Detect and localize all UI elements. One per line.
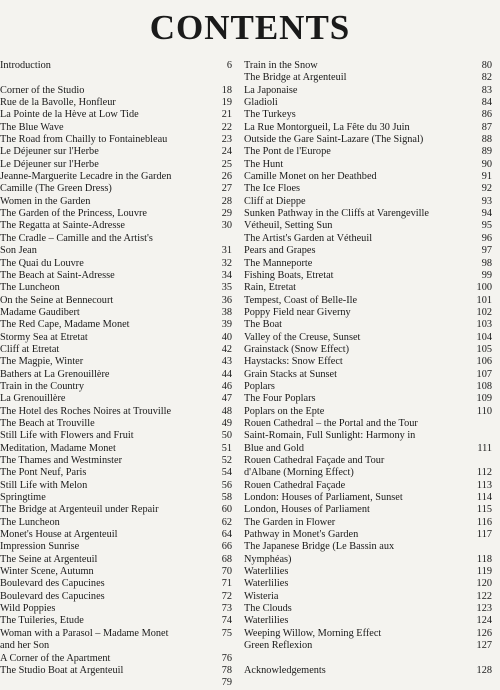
page-number: 113 (476, 479, 492, 491)
page-number: 90 (481, 158, 492, 170)
entry-title: Boulevard des Capucines (0, 590, 105, 602)
entry-title: Waterlilies (244, 578, 289, 590)
toc-entry (244, 504, 500, 516)
entry-title: Saint-Romain, Full Sunlight: Harmony in (244, 430, 416, 442)
page-number: 31 (221, 245, 232, 257)
page-number: 24 (221, 146, 232, 158)
toc-entry (244, 369, 500, 381)
page-number: 109 (476, 393, 492, 405)
toc-entry (244, 356, 500, 368)
page-number: 34 (221, 269, 232, 281)
entry-title: Vétheuil, Setting Sun (244, 220, 333, 232)
page-number: 42 (221, 343, 232, 355)
entry-title: The Boat (244, 319, 283, 331)
entry-title: The Hunt (244, 158, 284, 170)
page-number: 47 (221, 393, 232, 405)
toc-entry (0, 529, 232, 541)
toc-entry (244, 393, 500, 405)
toc-entry (244, 85, 500, 97)
page-number: 51 (221, 442, 232, 454)
toc-entry (0, 455, 232, 467)
page-number: 62 (221, 516, 232, 528)
page-number: 119 (476, 566, 492, 578)
toc-entry (244, 566, 500, 578)
entry-title: Waterlilies (244, 615, 289, 627)
page-number: 26 (221, 171, 232, 183)
entry-title: On the Seine at Bennecourt (0, 294, 114, 306)
toc-entry (0, 60, 232, 72)
toc-entry (0, 245, 232, 257)
page-number: 50 (221, 430, 232, 442)
page-number: 99 (481, 269, 492, 281)
entry-title: Camille Monet on her Deathbed (244, 171, 377, 183)
entry-title: The Beach at Trouville (0, 417, 95, 429)
entry-title: Valley of the Creuse, Sunset (244, 331, 361, 343)
page-number: 75 (221, 627, 232, 639)
page-number: 23 (221, 134, 232, 146)
toc-entry (244, 344, 500, 356)
page-number: 80 (481, 60, 492, 71)
page-number: 108 (476, 380, 492, 392)
toc-entry (244, 628, 500, 640)
entry-title: Rouen Cathedral – the Portal and the Tour (244, 417, 418, 429)
entry-title: Blue and Gold (244, 442, 305, 454)
page-number: 40 (221, 331, 232, 343)
entry-title: The Cradle – Camille and the Artist's (0, 232, 153, 244)
entry-title: Cliff at Etretat (0, 343, 60, 355)
entry-title: The Pont de l'Europe (244, 146, 331, 158)
page-number: 29 (221, 208, 232, 220)
entry-title: A Corner of the Apartment (0, 652, 111, 664)
entry-title: Pears and Grapes (244, 245, 316, 257)
toc-entry (0, 183, 232, 195)
page-number: 66 (221, 541, 232, 553)
page-number: 38 (221, 306, 232, 318)
page-number: 112 (476, 467, 492, 479)
entry-title: The Studio Boat at Argenteuil (0, 664, 124, 676)
page-title: CONTENTS (149, 8, 351, 47)
page-number: 123 (476, 603, 492, 615)
entry-title: The Four Poplars (244, 393, 316, 405)
toc-entry (244, 109, 500, 121)
entry-title: Grainstack (Snow Effect) (244, 343, 350, 355)
page-number: 114 (476, 492, 492, 504)
page-number: 89 (481, 146, 492, 158)
entry-title: The Garden of the Princess, Louvre (0, 208, 147, 220)
entry-title: The Luncheon (0, 516, 60, 528)
toc-entry (0, 369, 232, 381)
entry-title: Train in the Snow (244, 60, 318, 71)
page-number: 110 (476, 405, 492, 417)
toc-entry (244, 517, 500, 529)
toc-entry (0, 665, 232, 677)
entry-title: Women in the Garden (0, 195, 91, 207)
entry-title: Rouen Cathedral Façade (244, 479, 346, 491)
toc-entry (244, 233, 500, 245)
entry-title: London, Houses of Parliament (244, 504, 370, 516)
page-number: 104 (476, 331, 492, 343)
page-number: 107 (476, 368, 492, 380)
page-number: 105 (476, 343, 492, 355)
toc-entry (244, 319, 500, 331)
page-number: 116 (476, 516, 492, 528)
toc-entry (244, 258, 500, 270)
toc-entry (244, 430, 500, 442)
toc-entry (244, 97, 500, 109)
toc-entry (0, 208, 232, 220)
entry-title: The Quai du Louvre (0, 257, 84, 269)
toc-entry (0, 467, 232, 479)
entry-title: Weeping Willow, Morning Effect (244, 627, 382, 639)
page-number: 25 (221, 158, 232, 170)
toc-entry (0, 307, 232, 319)
entry-title: The Tuileries, Etude (0, 615, 84, 627)
entry-title: Madame Gaudibert (0, 306, 80, 318)
entry-title: The Bridge at Argenteuil under Repair (0, 504, 159, 516)
entry-title: Boulevard des Capucines (0, 578, 105, 590)
toc-entry (244, 443, 500, 455)
page-number: 84 (481, 97, 492, 109)
page-number: 100 (476, 282, 492, 294)
entry-title: Jeanne-Marguerite Lecadre in the Garden (0, 171, 172, 183)
page-number: 115 (476, 504, 492, 516)
toc-entry (0, 430, 232, 442)
entry-title: Cliff at Dieppe (244, 195, 306, 207)
toc-entry (0, 258, 232, 270)
entry-title: Train in the Country (0, 380, 84, 392)
toc-entry (0, 282, 232, 294)
entry-title: Corner of the Studio (0, 84, 85, 96)
page-number: 120 (476, 578, 492, 590)
page-number: 48 (221, 405, 232, 417)
toc-entry (0, 344, 232, 356)
entry-title: The Bridge at Argenteuil (244, 72, 347, 84)
entry-title: Impression Sunrise (0, 541, 80, 553)
entry-title: Acknowledgements (244, 664, 326, 676)
toc-entry (0, 443, 232, 455)
contents-column-left (0, 60, 232, 690)
page-number: 92 (481, 183, 492, 195)
entry-title: Wisteria (244, 590, 279, 602)
page-number: 78 (221, 664, 232, 676)
page-number: 102 (476, 306, 492, 318)
page-number: 76 (221, 652, 232, 664)
entry-title: Introduction (0, 60, 51, 71)
entry-title: The Thames and Westminster (0, 455, 123, 466)
toc-entry (0, 122, 232, 134)
toc-entry (0, 97, 232, 109)
entry-title: The Hotel des Roches Noires at Trouville (0, 405, 172, 417)
page-number: 79 (221, 677, 232, 689)
entry-title: Waterlilies (244, 566, 289, 578)
spacer (244, 653, 500, 665)
entry-title: London: Houses of Parliament, Sunset (244, 492, 403, 504)
entry-title (0, 677, 232, 689)
entry-title: The Turkeys (244, 109, 296, 121)
entry-title: Pathway in Monet's Garden (244, 529, 359, 541)
toc-entry (244, 603, 500, 615)
page-number: 70 (221, 566, 232, 578)
entry-title: The Regatta at Sainte-Adresse (0, 220, 125, 232)
page-number: 93 (481, 195, 492, 207)
toc-entry (0, 171, 232, 183)
toc-entry (244, 665, 500, 677)
toc-entry (0, 566, 232, 578)
entry-title: Bathers at La Grenouillère (0, 368, 110, 380)
toc-entry (244, 529, 500, 541)
entry-title: Outside the Gare Saint-Lazare (The Signal) (244, 134, 424, 146)
page-number: 27 (221, 183, 232, 195)
page-number: 94 (481, 208, 492, 220)
entry-title: The Magpie, Winter (0, 356, 84, 368)
page-number: 91 (481, 171, 492, 183)
toc-entry (0, 146, 232, 158)
page-number: 18 (221, 84, 232, 96)
page-number: 19 (221, 97, 232, 109)
page-number: 60 (221, 504, 232, 516)
toc-entry (244, 578, 500, 590)
entry-title: d'Albane (Morning Effect) (244, 467, 354, 479)
toc-entry (0, 381, 232, 393)
toc-entry (0, 578, 232, 590)
toc-entry (244, 480, 500, 492)
entry-title: Grain Stacks at Sunset (244, 368, 337, 380)
entry-title: La Pointe de la Hève at Low Tide (0, 109, 139, 121)
entry-title: Meditation, Madame Monet (0, 442, 116, 454)
page-number: 118 (476, 553, 492, 565)
entry-title: Monet's House at Argenteuil (0, 529, 118, 541)
toc-entry (0, 677, 232, 689)
page-number: 86 (481, 109, 492, 121)
toc-entry (0, 517, 232, 529)
page-number: 82 (481, 72, 492, 84)
entry-title: The Seine at Argenteuil (0, 553, 98, 565)
contents-column-right (244, 60, 500, 677)
page-number: 128 (476, 664, 492, 676)
toc-entry (0, 492, 232, 504)
entry-title: Tempest, Coast of Belle-Ile (244, 294, 358, 306)
toc-entry (244, 615, 500, 627)
toc-entry (244, 60, 500, 72)
entry-title: Rain, Etretat (244, 282, 297, 294)
page-number: 58 (221, 492, 232, 504)
page-number: 68 (221, 553, 232, 565)
entry-title: The Artist's Garden at Vétheuil (244, 232, 373, 244)
page-number: 83 (481, 84, 492, 96)
toc-entry (244, 492, 500, 504)
page-number: 56 (221, 479, 232, 491)
toc-entry (0, 332, 232, 344)
toc-entry (244, 159, 500, 171)
page-number: 49 (221, 417, 232, 429)
entry-title: Wild Poppies (0, 603, 56, 615)
toc-entry (244, 332, 500, 344)
entry-title: The Road from Chailly to Fontainebleau (0, 134, 168, 146)
toc-entry (0, 295, 232, 307)
toc-entry (244, 134, 500, 146)
toc-entry (0, 85, 232, 97)
page-number: 71 (221, 578, 232, 590)
toc-entry (0, 233, 232, 245)
entry-title: Poplars (244, 380, 275, 392)
toc-entry (244, 541, 500, 553)
toc-entry (244, 455, 500, 467)
toc-entry (244, 208, 500, 220)
entry-title: Poplars on the Epte (244, 405, 325, 417)
entry-title: La Grenouillère (0, 393, 66, 405)
toc-entry (244, 307, 500, 319)
toc-entry (0, 356, 232, 368)
entry-title: The Japanese Bridge (Le Bassin aux (244, 541, 395, 553)
toc-entry (244, 282, 500, 294)
entry-title: Le Déjeuner sur l'Herbe (0, 158, 99, 170)
page-number: 87 (481, 121, 492, 133)
entry-title: Le Déjeuner sur l'Herbe (0, 146, 99, 158)
toc-entry (0, 480, 232, 492)
entry-title: Poppy Field near Giverny (244, 306, 351, 318)
entry-title: Haystacks: Snow Effect (244, 356, 343, 368)
toc-entry (0, 541, 232, 553)
page-number: 28 (221, 195, 232, 207)
toc-entry (0, 319, 232, 331)
page-number: 44 (221, 368, 232, 380)
page-number: 64 (221, 529, 232, 541)
page-number: 72 (221, 590, 232, 602)
page-number: 101 (476, 294, 492, 306)
page-number: 43 (221, 356, 232, 368)
toc-entry (244, 196, 500, 208)
toc-entry (0, 418, 232, 430)
page-number: 126 (476, 627, 492, 639)
entry-title: Still Life with Melon (0, 479, 88, 491)
entry-title: Sunken Pathway in the Cliffs at Varengeville (244, 208, 429, 220)
entry-title: La Rue Montorgueil, La Fête du 30 Juin (244, 121, 410, 133)
page-number: 97 (481, 245, 492, 257)
page-number: 22 (221, 121, 232, 133)
entry-title: and her Son (0, 640, 50, 652)
toc-entry (244, 591, 500, 603)
entry-title: La Japonaise (244, 84, 298, 96)
toc-entry (244, 122, 500, 134)
entry-title: Son Jean (0, 245, 37, 257)
page-number: 117 (476, 529, 492, 541)
page-number: 96 (481, 232, 492, 244)
toc-entry (244, 418, 500, 430)
toc-entry (0, 615, 232, 627)
toc-entry (0, 653, 232, 665)
toc-entry (0, 159, 232, 171)
toc-entry (244, 183, 500, 195)
entry-title: Winter Scene, Autumn (0, 566, 94, 578)
toc-entry (244, 220, 500, 232)
entry-title: Still Life with Flowers and Fruit (0, 430, 134, 442)
entry-title: The Clouds (244, 603, 292, 615)
page-number: 21 (221, 109, 232, 121)
toc-entry (0, 591, 232, 603)
toc-entry (244, 554, 500, 566)
page-number: 106 (476, 356, 492, 368)
page-number: 73 (221, 603, 232, 615)
page-number: 124 (476, 615, 492, 627)
page-number: 74 (221, 615, 232, 627)
toc-entry (244, 640, 500, 652)
toc-entry (244, 171, 500, 183)
entry-title: Woman with a Parasol – Madame Monet (0, 627, 169, 639)
page-number: 52 (221, 455, 232, 466)
entry-title: The Pont Neuf, Paris (0, 467, 87, 479)
page-number: 54 (221, 467, 232, 479)
page-number: 95 (481, 220, 492, 232)
page-number: 98 (481, 257, 492, 269)
toc-entry (244, 295, 500, 307)
entry-title: The Ice Floes (244, 183, 301, 195)
toc-entry (244, 406, 500, 418)
toc-entry (0, 270, 232, 282)
page-number: 30 (221, 220, 232, 232)
page-number: 36 (221, 294, 232, 306)
entry-title: Rue de la Bavolle, Honfleur (0, 97, 116, 109)
toc-entry (244, 146, 500, 158)
page-number: 103 (476, 319, 492, 331)
toc-entry (0, 628, 232, 640)
toc-entry (0, 393, 232, 405)
entry-title: Green Reflexion (244, 640, 313, 652)
entry-title: Stormy Sea at Etretat (0, 331, 88, 343)
toc-entry (244, 467, 500, 479)
entry-title: Nymphéas) (244, 553, 292, 565)
toc-entry (0, 603, 232, 615)
page-number: 35 (221, 282, 232, 294)
toc-entry (0, 504, 232, 516)
toc-entry (244, 72, 500, 84)
page-number: 127 (476, 640, 492, 652)
entry-title: The Garden in Flower (244, 516, 336, 528)
entry-title: Fishing Boats, Etretat (244, 269, 334, 281)
entry-title: The Luncheon (0, 282, 60, 294)
entry-title: Camille (The Green Dress) (0, 183, 112, 195)
toc-entry (0, 640, 232, 652)
entry-title: The Red Cape, Madame Monet (0, 319, 130, 331)
entry-title: Rouen Cathedral Façade and Tour (244, 455, 385, 466)
page-number: 32 (221, 257, 232, 269)
entry-title: Springtime (0, 492, 46, 504)
toc-entry (0, 109, 232, 121)
toc-entry (0, 134, 232, 146)
page-number: 6 (226, 60, 232, 71)
toc-entry (0, 220, 232, 232)
toc-entry (0, 406, 232, 418)
page-number: 39 (221, 319, 232, 331)
entry-title: The Manneporte (244, 257, 313, 269)
toc-entry (244, 270, 500, 282)
entry-title: Gladioli (244, 97, 278, 109)
toc-entry (0, 196, 232, 208)
page-number: 88 (481, 134, 492, 146)
entry-title: The Beach at Saint-Adresse (0, 269, 115, 281)
toc-entry (244, 381, 500, 393)
page-number: 46 (221, 380, 232, 392)
page-number: 122 (476, 590, 492, 602)
toc-entry (244, 245, 500, 257)
toc-entry (0, 554, 232, 566)
spacer (0, 72, 232, 84)
entry-title: The Blue Wave (0, 121, 64, 133)
page-number: 111 (477, 442, 492, 454)
